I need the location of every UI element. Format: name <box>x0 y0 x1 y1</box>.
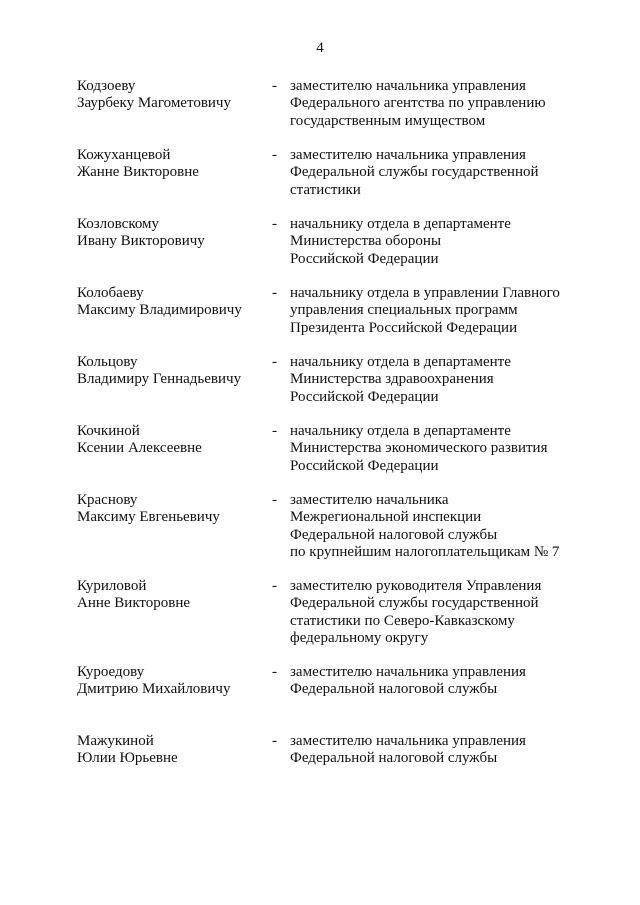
position-line: по крупнейшим налогоплательщикам № 7 <box>290 543 560 560</box>
position-line: заместителю руководителя Управления <box>290 578 542 594</box>
dash: - <box>272 285 277 301</box>
person-name <box>77 492 267 527</box>
person-name <box>77 423 267 458</box>
dash: - <box>272 423 277 439</box>
position-line: заместителю начальника <box>290 492 449 508</box>
position-line: Президента Российской Федерации <box>290 319 518 336</box>
appointment-list <box>0 78 640 802</box>
position-line: Федеральной налоговой службы <box>290 750 498 767</box>
position-text <box>290 733 590 768</box>
dash: - <box>272 664 277 680</box>
position-line: заместителю начальника управления <box>290 664 526 680</box>
given-name: Ксении Алексеевне <box>77 440 202 457</box>
surname: Куриловой <box>77 578 147 594</box>
list-item <box>0 578 640 664</box>
position-line: Министерства здравоохранения <box>290 371 494 388</box>
given-name: Заурбеку Магометовичу <box>77 95 231 112</box>
position-text <box>290 147 590 199</box>
position-line: заместителю начальника управления <box>290 78 526 94</box>
position-text <box>290 664 590 699</box>
position-line: начальнику отдела в департаменте <box>290 216 511 232</box>
person-name <box>77 147 267 182</box>
list-item <box>0 147 640 216</box>
dash: - <box>272 733 277 749</box>
given-name: Максиму Евгеньевичу <box>77 509 220 526</box>
position-line: начальнику отдела в департаменте <box>290 423 511 439</box>
position-line: Российской Федерации <box>290 457 439 474</box>
position-text <box>290 492 590 561</box>
position-text <box>290 423 590 475</box>
position-line: Министерства экономического развития <box>290 440 548 457</box>
list-item <box>0 216 640 285</box>
person-name <box>77 354 267 389</box>
position-line: Федеральной службы государственной <box>290 164 539 181</box>
list-item <box>0 733 640 802</box>
person-name <box>77 78 267 113</box>
person-name <box>77 664 267 699</box>
person-name <box>77 578 267 613</box>
given-name: Владимиру Геннадьевичу <box>77 371 242 388</box>
person-name <box>77 216 267 251</box>
position-line: статистики <box>290 181 361 198</box>
given-name: Ивану Викторовичу <box>77 233 205 250</box>
surname: Кольцову <box>77 354 138 370</box>
surname: Куроедову <box>77 664 145 680</box>
surname: Краснову <box>77 492 138 508</box>
list-item <box>0 78 640 147</box>
position-line: Федеральной налоговой службы <box>290 526 498 543</box>
list-item <box>0 664 640 733</box>
given-name: Жанне Викторовне <box>77 164 199 181</box>
position-line: Министерства обороны <box>290 233 442 250</box>
position-text <box>290 216 590 268</box>
surname: Мажукиной <box>77 733 154 749</box>
list-item <box>0 492 640 578</box>
dash: - <box>272 492 277 508</box>
position-line: начальнику отдела в департаменте <box>290 354 511 370</box>
position-line: начальнику отдела в управлении Главного <box>290 285 560 301</box>
position-text <box>290 578 590 647</box>
position-text <box>290 78 590 130</box>
list-item <box>0 423 640 492</box>
position-text <box>290 285 590 337</box>
person-name <box>77 733 267 768</box>
position-line: управления специальных программ <box>290 302 518 319</box>
given-name: Максиму Владимировичу <box>77 302 242 319</box>
surname: Кожуханцевой <box>77 147 171 163</box>
person-name <box>77 285 267 320</box>
position-line: Федеральной службы государственной <box>290 595 539 612</box>
list-item <box>0 354 640 423</box>
page-number: 4 <box>316 40 324 56</box>
surname: Козловскому <box>77 216 160 232</box>
surname: Кодзоеву <box>77 78 136 94</box>
position-line: Российской Федерации <box>290 388 439 405</box>
given-name: Юлии Юрьевне <box>77 750 178 767</box>
position-line: Межрегиональной инспекции <box>290 509 482 526</box>
list-item <box>0 285 640 354</box>
dash: - <box>272 354 277 370</box>
position-line: федеральному округу <box>290 629 429 646</box>
given-name: Дмитрию Михайловичу <box>77 681 231 698</box>
position-line: заместителю начальника управления <box>290 147 526 163</box>
surname: Кочкиной <box>77 423 140 439</box>
dash: - <box>272 578 277 594</box>
position-line: Российской Федерации <box>290 250 439 267</box>
position-line: Федеральной налоговой службы <box>290 681 498 698</box>
position-line: статистики по Северо-Кавказскому <box>290 612 515 629</box>
given-name: Анне Викторовне <box>77 595 191 612</box>
position-text <box>290 354 590 406</box>
dash: - <box>272 147 277 163</box>
dash: - <box>272 78 277 94</box>
position-line: государственным имуществом <box>290 112 486 129</box>
dash: - <box>272 216 277 232</box>
position-line: заместителю начальника управления <box>290 733 526 749</box>
surname: Колобаеву <box>77 285 144 301</box>
position-line: Федерального агентства по управлению <box>290 95 546 112</box>
